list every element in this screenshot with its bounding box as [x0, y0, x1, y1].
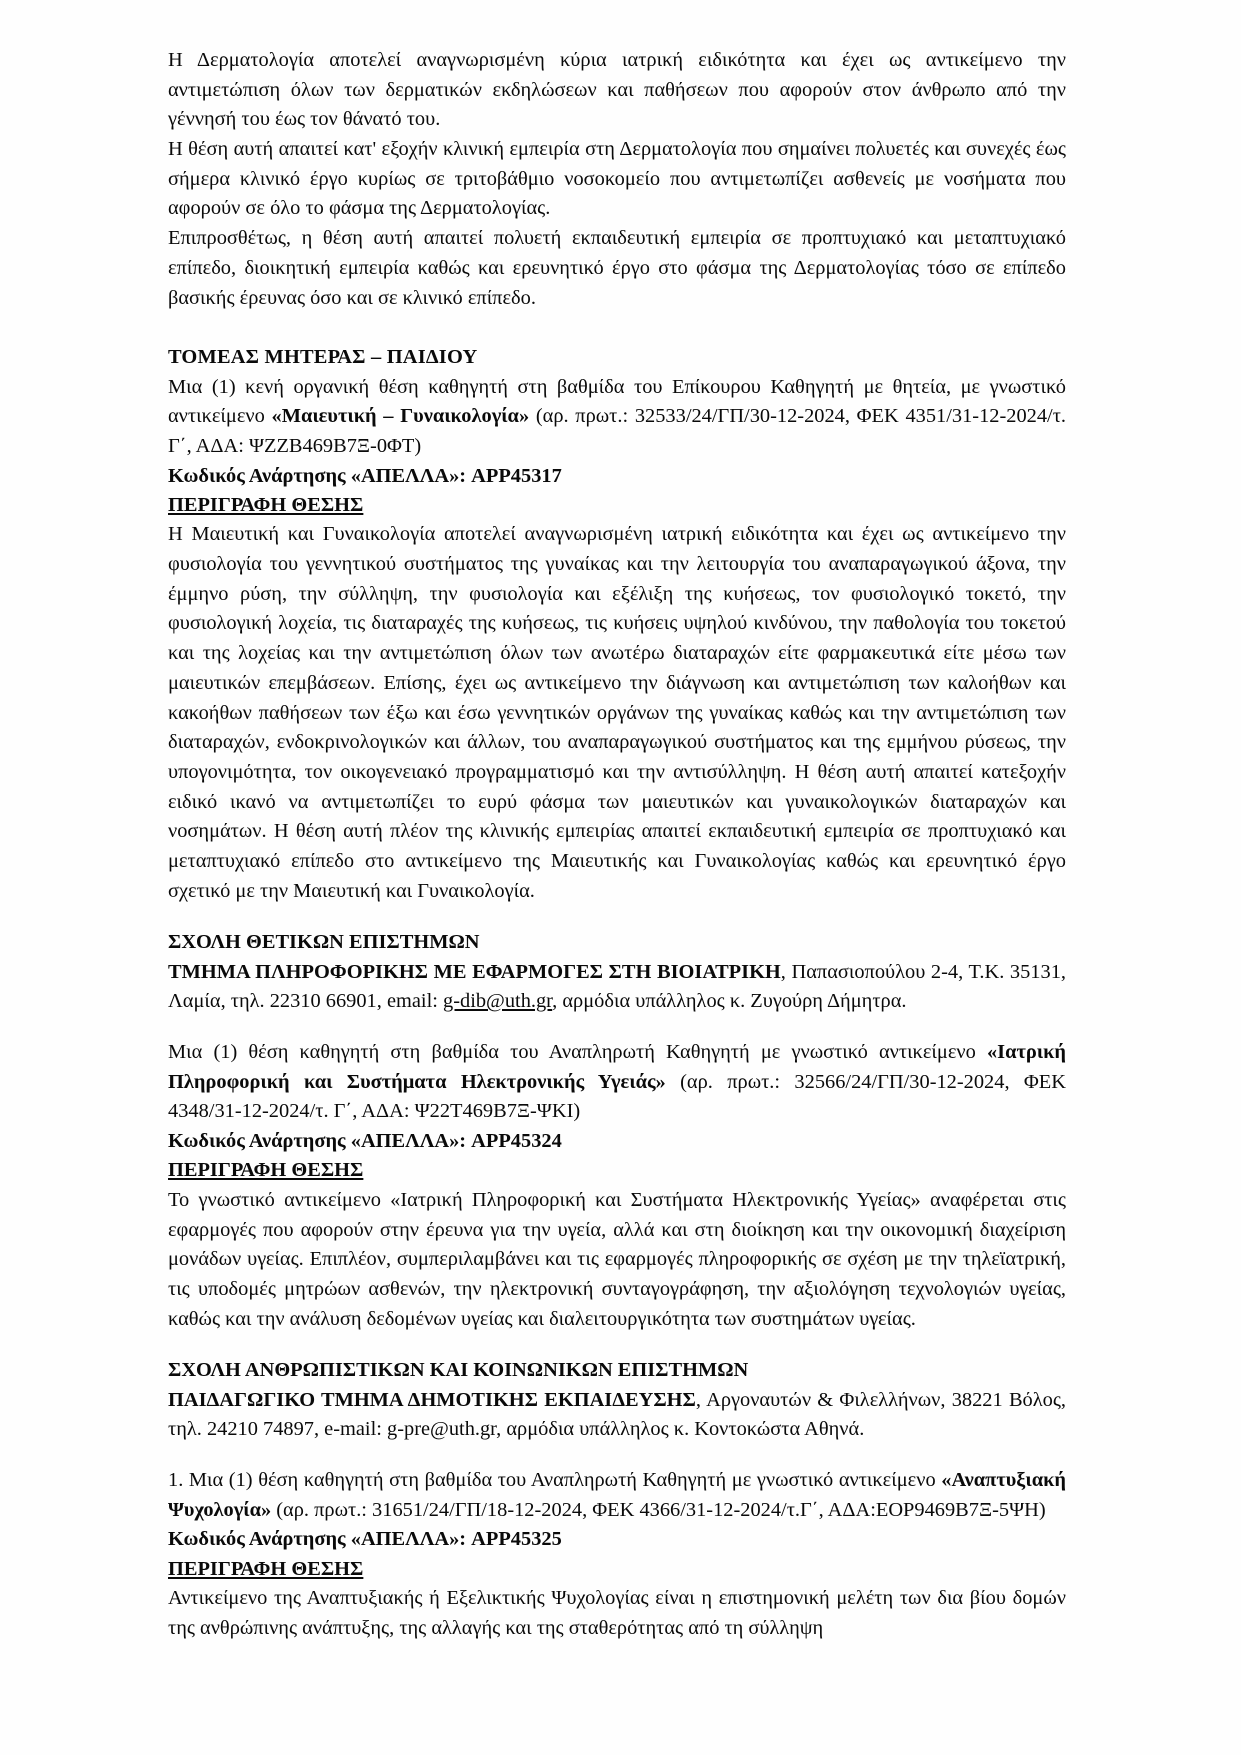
position-announcement: [168, 1466, 1066, 1525]
section-tomeas-miteras-paidiou: [168, 343, 1066, 906]
position-intro-text: Μια (1) κενή οργανική θέση καθηγητή στη βαθμίδα του Επίκουρου Καθηγητή με θητεία, με γνωστικό αντικείμενο: [168, 375, 1066, 428]
position-announcement: [168, 373, 1066, 462]
position-description: Το γνωστικό αντικείμενο «Ιατρική Πληροφορική και Συστήματα Ηλεκτρονικής Υγείας» αναφέρεται στις εφαρμογές που αφορούν στην έρευνα για την υγεία, αλλά και στη διοίκηση και την οικονομική διαχείριση μονάδων υγείας. Επιπλέον, συμπεριλαμβάνει και τις εφαρμογές πληροφορικής σε σχέση με την τηλεϊατρική, τις υποδομές μητρώων ασθενών, την ηλεκτρονική συνταγογράφηση, την αξιολόγηση τεχνολογιών υγείας, καθώς και την ανάλυση δεδομένων υγείας και διαλειτουργικότητα των συστημάτων υγείας.: [168, 1188, 1066, 1330]
apella-code: Κωδικός Ανάρτησης «ΑΠΕΛΛΑ»: APP45325: [168, 1528, 562, 1551]
section-sxoli-thetikon-epistimon: [168, 928, 1066, 1334]
dermatology-paragraph-3: Επιπροσθέτως, η θέση αυτή απαιτεί πολυετή εκπαιδευτική εμπειρία σε προπτυχιακό και μεταπτυχιακό επίπεδο, διοικητική εμπειρία καθώς και ερευνητικό έργο στο φάσμα της Δερματολογίας τόσο σε επίπεδο βασικής έρευνας όσο και σε κλινικό επίπεδο.: [168, 227, 1066, 309]
description-heading-label: ΠΕΡΙΓΡΑΦΗ ΘΕΣΗΣ: [168, 1159, 364, 1182]
section-heading: ΤΟΜΕΑΣ ΜΗΤΕΡΑΣ – ΠΑΙΔΙΟΥ: [168, 346, 478, 369]
description-heading: [168, 491, 1066, 520]
position-subject: «Αναπτυξιακή Ψυχολογία»: [168, 1469, 1066, 1521]
position-intro-text: 1. Μια (1) θέση καθηγητή στη βαθμίδα του Αναπληρωτή Καθηγητή με γνωστικό αντικείμενο: [168, 1469, 942, 1491]
department-address-part2: , αρμόδια υπάλληλος κ. Ζυγούρη Δήμητρα.: [552, 989, 907, 1012]
description-heading: [168, 1156, 1066, 1185]
spacer: [168, 313, 1066, 343]
section-sxoli-anthropistikon: [168, 1356, 1066, 1643]
dermatology-paragraph-2: Η θέση αυτή απαιτεί κατ' εξοχήν κλινική εμπειρία στη Δερματολογία που σημαίνει πολυετές και συνεχές έως σήμερα κλινικό έργο κυρίως σε τριτοβάθμιο νοσοκομείο που αντιμετωπίζει ασθενείς με νοσήματα που αφορούν σε όλο το φάσμα της Δερματολογίας.: [168, 138, 1066, 220]
position-subject: «Ιατρική Πληροφορική και Συστήματα Ηλεκτρονικής Υγειάς»: [168, 1041, 1066, 1093]
department-address-part1: , Αργοναυτών & Φιλελλήνων, 38221 Βόλος, τηλ. 24210 74897, e-mail: g-pre@uth.gr, αρμόδια υπάλληλος κ. Κοντοκώστα Αθηνά.: [168, 1388, 1067, 1440]
spacer: [168, 906, 1066, 928]
description-heading: [168, 1555, 1066, 1584]
position-reference-text: (αρ. πρωτ.: 32566/24/ΓΠ/30-12-2024, ΦΕΚ 4348/31-12-2024/τ. Γ΄, ΑΔΑ: Ψ22Τ469Β7Ξ-ΨΚΙ): [168, 1070, 1066, 1123]
position-reference-text: (αρ. πρωτ.: 32533/24/ΓΠ/30-12-2024, ΦΕΚ 4351/31-12-2024/τ. Γ΄, ΑΔΑ: ΨΖΖΒ469Β7Ξ-0ΦΤ): [168, 405, 1066, 457]
position-description: Η Μαιευτική και Γυναικολογία αποτελεί αναγνωρισμένη ιατρική ειδικότητα και έχει ως αντικείμενο την φυσιολογία του γεννητικού συστήματος της γυναίκας και την λειτουργία του αναπαραγωγικού άξονα, την έμμηνο ρύση, την σύλληψη, την φυσιολογία και εξέλιξη της κυήσεως, τον φυσιολογικό τοκετό, την φυσιολογική λοχεία, τις διαταραχές της κυήσεως, τις κυήσεις υψηλού κινδύνου, την παθολογία του τοκετού και της λοχείας και την αντιμετώπιση όλων των ανωτέρω διαταραχών είτε φαρμακευτικά είτε μέσω των μαιευτικών επεμβάσεων. Επίσης, έχει ως αντικείμενο την διάγνωση και αντιμετώπιση των καλοήθων και κακοήθων παθήσεων των έξω και έσω γεννητικών οργάνων της γυναίκας καθώς και την αντιμετώπιση των διαταραχών, ενδοκρινολογικών και άλλων, του αναπαραγωγικού συστήματος και της εμμήνου ρύσεως, την υπογονιμότητα, τον οικογενειακό προγραμματισμό και την αντισύλληψη. Η θέση αυτή απαιτεί κατεξοχήν ειδικό ικανό να αντιμετωπίζει το ευρύ φάσμα των μαιευτικών και γυναικολογικών διαταραχών και νοσημάτων. Η θέση αυτή πλέον της κλινικής εμπειρίας απαιτεί εκπαιδευτική εμπειρία σε προπτυχιακό και μεταπτυχιακό επίπεδο στο αντικείμενο της Μαιευτικής και Γυναικολογίας καθώς και ερευνητικό έργο σχετικό με την Μαιευτική και Γυναικολογία.: [168, 523, 1066, 902]
description-heading-label: ΠΕΡΙΓΡΑΦΗ ΘΕΣΗΣ: [168, 1557, 364, 1580]
spacer: [168, 1016, 1066, 1038]
spacer: [168, 1334, 1066, 1356]
position-description: Αντικείμενο της Αναπτυξιακής ή Εξελικτικής Ψυχολογίας είναι η επιστημονική μελέτη των δια βίου δομών της ανθρώπινης ανάπτυξης, της αλλαγής και της σταθερότητας από τη σύλληψη: [168, 1587, 1066, 1639]
position-subject: «Μαιευτική – Γυναικολογία»: [271, 405, 530, 428]
school-heading: ΣΧΟΛΗ ΑΝΘΡΩΠΙΣΤΙΚΩΝ ΚΑΙ ΚΟΙΝΩΝΙΚΩΝ ΕΠΙΣΤΗΜΩΝ: [168, 1359, 749, 1382]
position-reference-text: (αρ. πρωτ.: 31651/24/ΓΠ/18-12-2024, ΦΕΚ 4366/31-12-2024/τ.Γ΄, ΑΔΑ:ΕΟΡ9469Β7Ξ-5ΨΗ): [271, 1498, 1046, 1521]
dermatology-paragraph-1: Η Δερματολογία αποτελεί αναγνωρισμένη κύρια ιατρική ειδικότητα και έχει ως αντικείμενο την αντιμετώπιση όλων των δερματικών εκδηλώσεων και παθήσεων που αφορούν στον άνθρωπο από την γέννησή του έως τον θάνατό του.: [168, 49, 1066, 131]
spacer: [168, 1444, 1066, 1466]
department-contact: [168, 1386, 1066, 1444]
department-address-part1: , Παπασιοπούλου 2-4, Τ.Κ. 35131, Λαμία, τηλ. 22310 66901, email:: [168, 960, 1066, 1012]
position-announcement: [168, 1038, 1066, 1127]
department-heading: ΠΑΙΔΑΓΩΓΙΚΟ ΤΜΗΜΑ ΔΗΜΟΤΙΚΗΣ ΕΚΠΑΙΔΕΥΣΗΣ: [168, 1388, 696, 1411]
position-intro-text: Μια (1) θέση καθηγητή στη βαθμίδα του Αναπληρωτή Καθηγητή με γνωστικό αντικείμενο: [168, 1041, 987, 1064]
description-heading-label: ΠΕΡΙΓΡΑΦΗ ΘΕΣΗΣ: [168, 494, 364, 516]
department-email-link[interactable]: g-dib@uth.gr: [443, 989, 553, 1012]
apella-code: Κωδικός Ανάρτησης «ΑΠΕΛΛΑ»: APP45317: [168, 464, 562, 487]
department-contact: [168, 958, 1066, 1016]
dermatology-description-block: [168, 46, 1066, 313]
school-heading: ΣΧΟΛΗ ΘΕΤΙΚΩΝ ΕΠΙΣΤΗΜΩΝ: [168, 931, 480, 954]
apella-code: Κωδικός Ανάρτησης «ΑΠΕΛΛΑ»: APP45324: [168, 1130, 562, 1153]
department-heading: ΤΜΗΜΑ ΠΛΗΡΟΦΟΡΙΚΗΣ ΜΕ ΕΦΑΡΜΟΓΕΣ ΣΤΗ ΒΙΟΙΑΤΡΙΚΗ: [168, 960, 781, 983]
